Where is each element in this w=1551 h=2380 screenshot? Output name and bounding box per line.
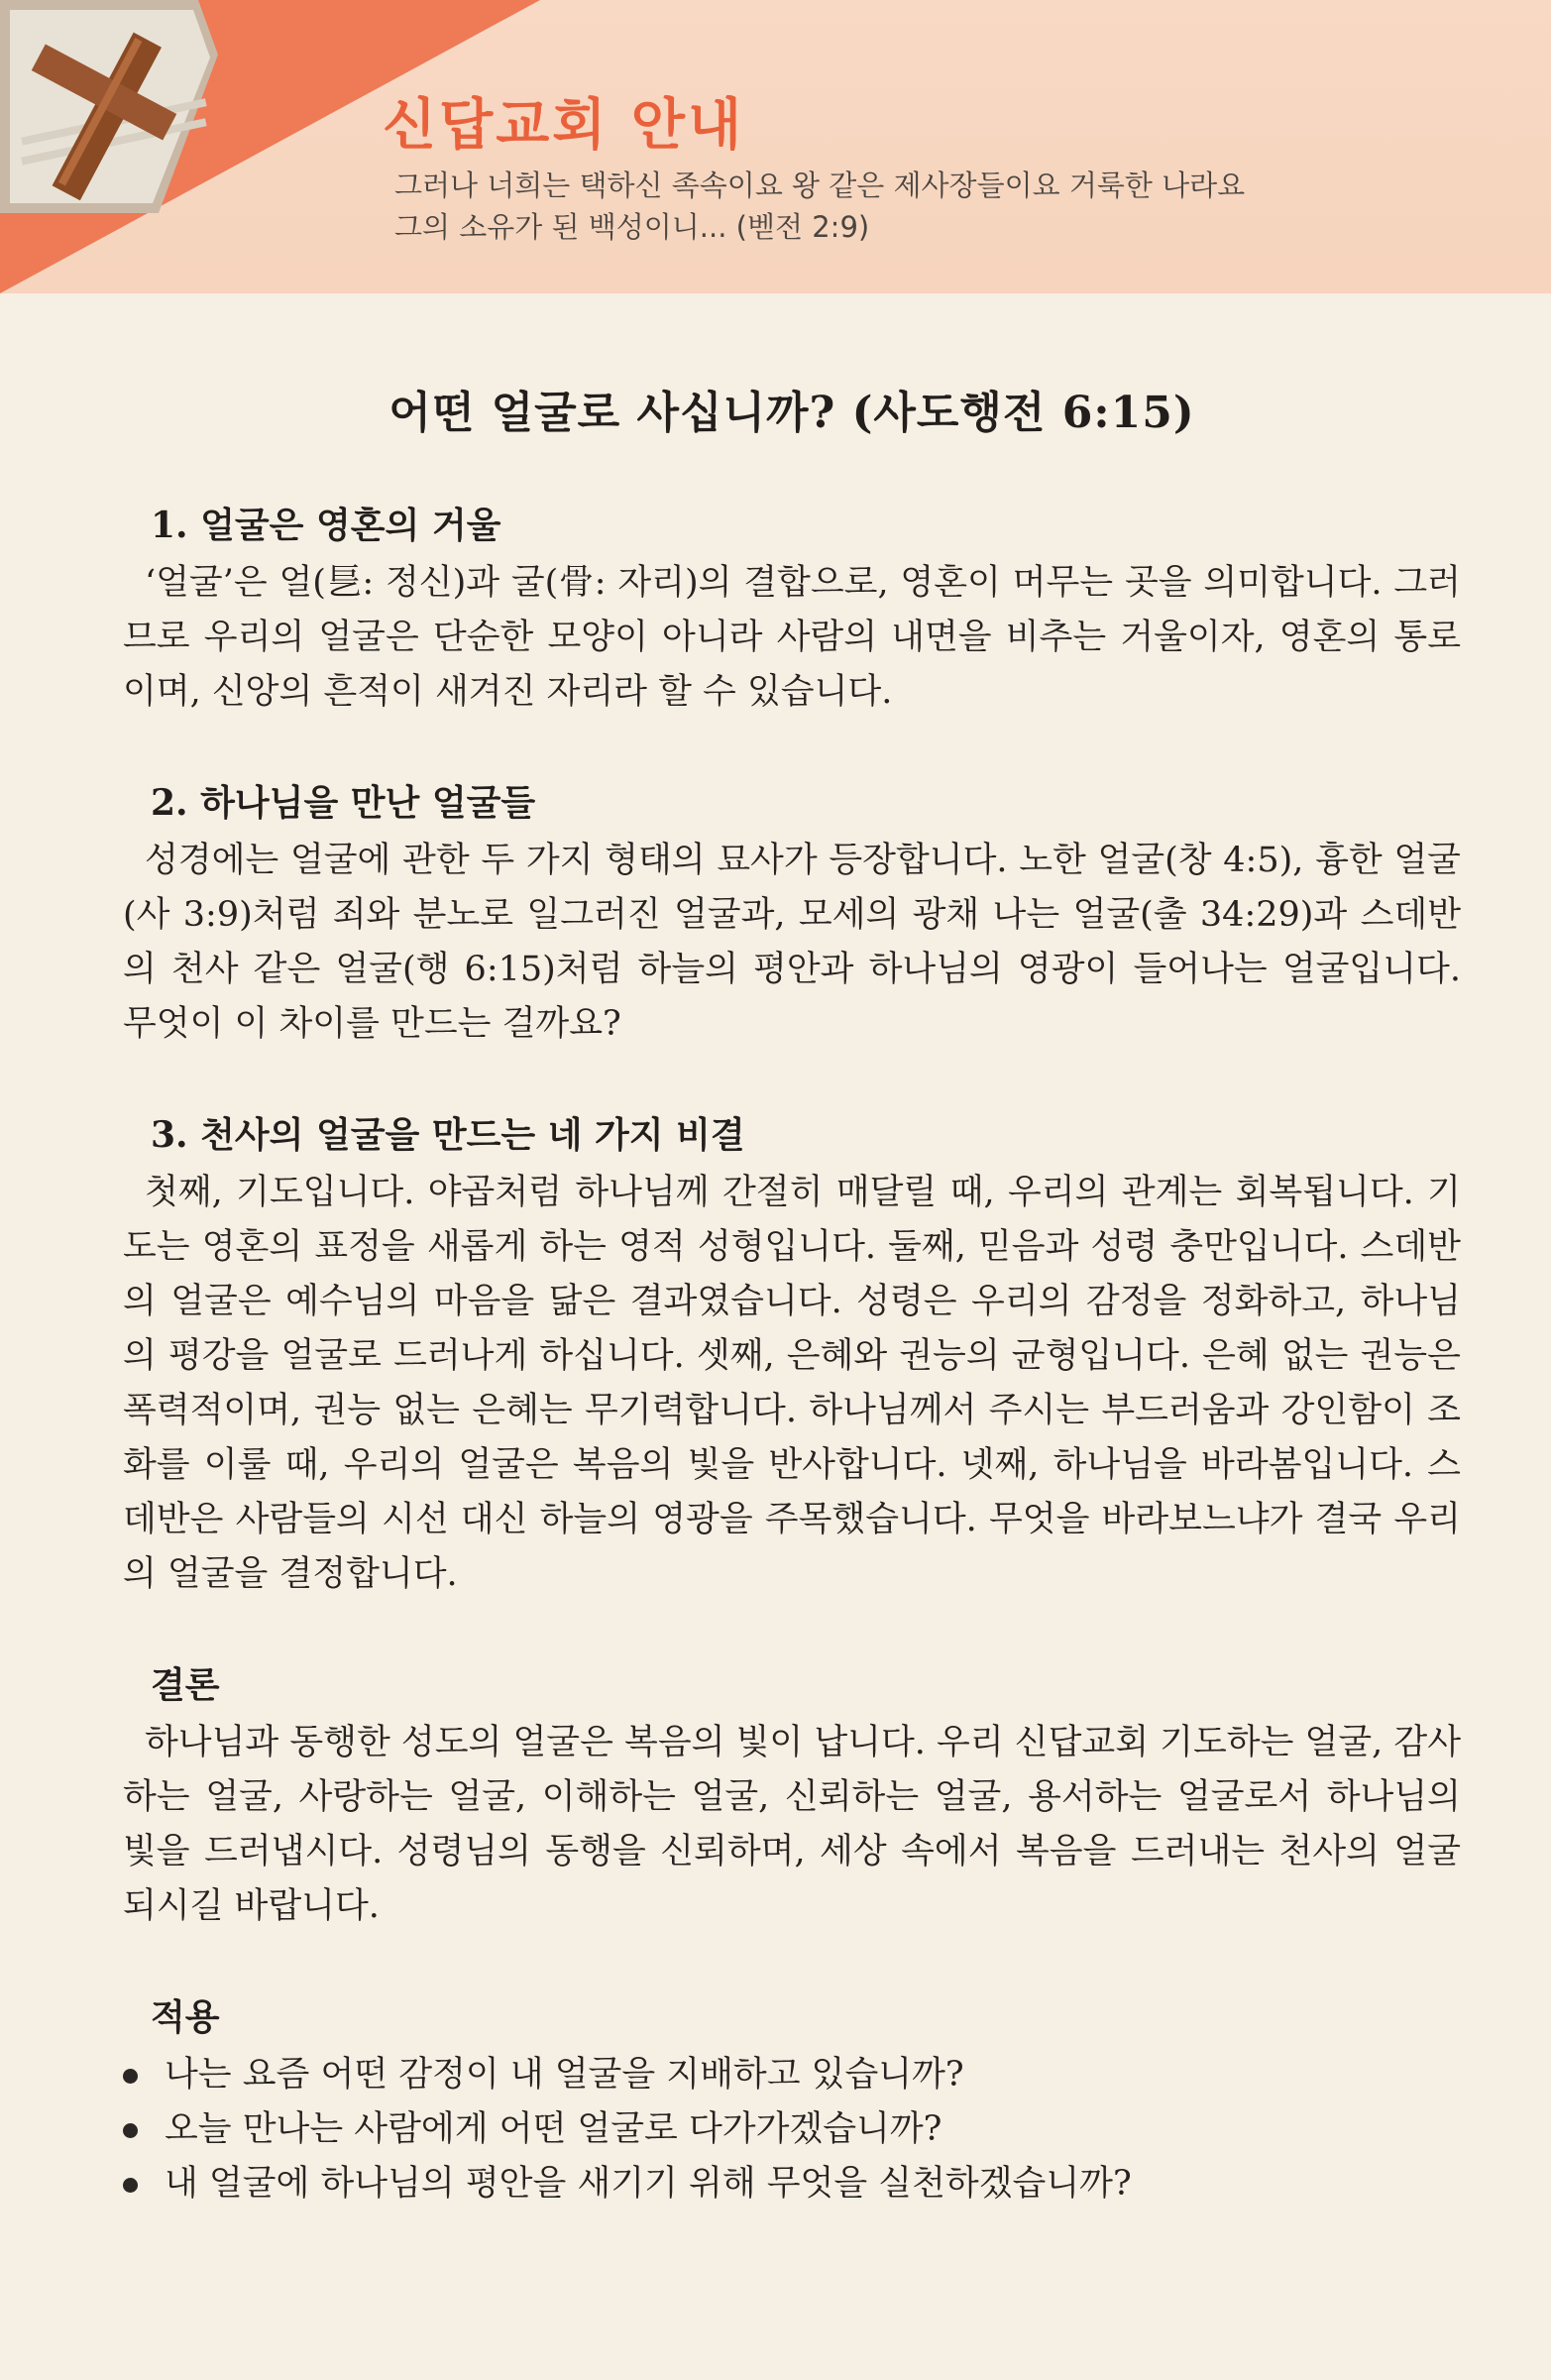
header-banner <box>0 0 1551 293</box>
list-item <box>123 2102 1461 2157</box>
section-conclusion <box>123 1657 1461 1934</box>
bullet-icon <box>123 2123 138 2138</box>
list-item <box>123 2157 1461 2211</box>
bullet-icon <box>123 2178 138 2193</box>
section-body: ‘얼굴’은 얼(乬: 정신)과 굴(骨: 자리)의 결합으로, 영혼이 머무는 곳을 의미합니다. 그러므로 우리의 얼굴은 단순한 모양이 아니라 사람의 내면을 비추는 거울이자, 영혼의 통로이며, 신앙의 흔적이 새겨진 자리라 할 수 있습니다. <box>123 563 1461 712</box>
bullet-icon <box>123 2069 138 2084</box>
section-heading: 적용 <box>151 1996 220 2038</box>
section-four-secrets <box>123 1107 1461 1602</box>
list-item-text: 내 얼굴에 하나님의 평안을 새기기 위해 무엇을 실천하겠습니까? <box>165 2164 1132 2204</box>
section-application <box>123 1989 1461 2211</box>
section-body: 하나님과 동행한 성도의 얼굴은 복음의 빛이 납니다. 우리 신답교회 기도하는 얼굴, 감사하는 얼굴, 사랑하는 얼굴, 이해하는 얼굴, 신뢰하는 얼굴, 용서하는 얼굴로서 하나님의 빛을 드러냅시다. 성령님의 동행을 신뢰하며, 세상 속에서 복음을 드러내는 천사의 얼굴 되시길 바랍니다. <box>123 1723 1461 1926</box>
section-heading: 2. 하나님을 만난 얼굴들 <box>151 782 536 824</box>
section-body: 첫째, 기도입니다. 야곱처럼 하나님께 간절히 매달릴 때, 우리의 관계는 회복됩니다. 기도는 영혼의 표정을 새롭게 하는 영적 성형입니다. 둘째, 믿음과 성령 충만입니다. 스데반의 얼굴은 예수님의 마음을 닮은 결과였습니다. 성령은 우리의 감정을 정화하고, 하나님의 평강을 얼굴로 드러나게 하십니다. 셋째, 은혜와 권능의 균형입니다. 은혜 없는 권능은 폭력적이며, 권능 없는 은혜는 무기력합니다. 하나님께서 주시는 부드러움과 강인함이 조화를 이룰 때, 우리의 얼굴은 복음의 빛을 반사합니다. 넷째, 하나님을 바라봄입니다. 스데반은 사람들의 시선 대신 하늘의 영광을 주목했습니다. 무엇을 바라보느냐가 결국 우리의 얼굴을 결정합니다. <box>123 1173 1461 1594</box>
verse-line-1: 그러나 너희는 택하신 족속이요 왕 같은 제사장들이요 거룩한 나라요 <box>394 169 1246 202</box>
header-verse <box>394 165 1385 248</box>
section-heading: 1. 얼굴은 영혼의 거울 <box>151 505 501 546</box>
sermon-title: 어떤 얼굴로 사십니까? (사도행전 6:15) <box>388 388 1195 438</box>
section-heading: 결론 <box>151 1664 220 1706</box>
list-item <box>123 2048 1461 2102</box>
church-title: 신답교회 안내 <box>383 93 745 158</box>
sermon-content <box>123 377 1461 2267</box>
cross-icon <box>0 0 218 213</box>
section-heading: 3. 천사의 얼굴을 만드는 네 가지 비결 <box>151 1114 745 1156</box>
verse-line-2: 그의 소유가 된 백성이니... (벧전 2:9) <box>394 210 870 244</box>
application-list <box>123 2048 1461 2211</box>
section-body: 성경에는 얼굴에 관한 두 가지 형태의 묘사가 등장합니다. 노한 얼굴(창 4:5), 흉한 얼굴(사 3:9)처럼 죄와 분노로 일그러진 얼굴과, 모세의 광채 나는 얼굴(출 34:29)과 스데반의 천사 같은 얼굴(행 6:15)처럼 하늘의 평안과 하나님의 영광이 들어나는 얼굴입니다. 무엇이 이 차이를 만드는 걸까요? <box>123 841 1461 1044</box>
list-item-text: 오늘 만나는 사람에게 어떤 얼굴로 다가가겠습니까? <box>165 2109 942 2149</box>
section-faces-meeting-god <box>123 775 1461 1052</box>
list-item-text: 나는 요즘 어떤 감정이 내 얼굴을 지배하고 있습니까? <box>165 2055 964 2095</box>
section-face-mirror <box>123 498 1461 720</box>
